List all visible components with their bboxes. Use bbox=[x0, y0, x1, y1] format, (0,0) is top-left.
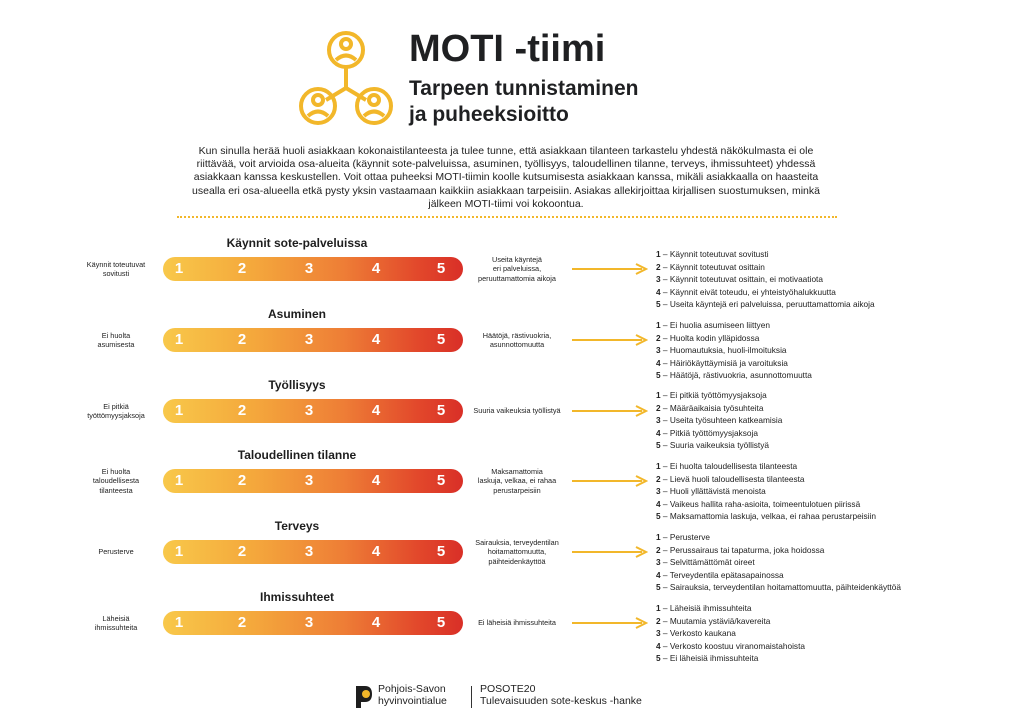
dash-separator: – bbox=[660, 569, 670, 580]
label-line: Sairauksia, terveydentilan bbox=[475, 538, 559, 548]
dash-separator: – bbox=[660, 557, 670, 567]
list-item bbox=[656, 602, 986, 615]
scale-number: 2 bbox=[237, 614, 247, 631]
label-line: eri palveluissa, bbox=[492, 264, 542, 274]
scale-high-label bbox=[462, 538, 572, 566]
level-text: Häiriökäyttäymisiä ja varoituksia bbox=[669, 357, 788, 368]
label-line: päihteidenkäyttöä bbox=[488, 556, 546, 566]
list-item bbox=[656, 556, 986, 569]
scale-number: 4 bbox=[371, 543, 381, 560]
dash-separator: – bbox=[660, 640, 670, 651]
list-item bbox=[656, 261, 986, 274]
scale-number: 2 bbox=[237, 260, 247, 277]
scale-number: 4 bbox=[371, 614, 381, 631]
intro-line: jälkeen MOTI-tiimi voi kokoontua. bbox=[428, 197, 584, 210]
level-number: 1 bbox=[656, 320, 661, 330]
level-description-list bbox=[656, 248, 986, 311]
rating-scale-bar bbox=[163, 611, 463, 635]
label-line: Perusterve bbox=[98, 547, 134, 557]
project-name bbox=[480, 683, 642, 707]
level-text: Verkosto koostuu viranomaistahoista bbox=[669, 640, 805, 651]
scale-number: 3 bbox=[304, 543, 314, 560]
scale-low-label bbox=[72, 331, 160, 350]
level-number: 2 bbox=[656, 615, 661, 626]
level-text: Sairauksia, terveydentilan hoitamattomuutta, päihteidenkäyttöä bbox=[669, 582, 901, 592]
level-number: 1 bbox=[656, 461, 661, 471]
intro-line: asiakkaan kanssa keskustellen. Voit ottaa puheeksi MOTI-tiimin koolle kutsumisesta asiakkaan kanssa, mikäli asiakkaalla on haasteita bbox=[193, 171, 819, 184]
arrow-right-icon bbox=[572, 546, 648, 558]
rating-scale-bar bbox=[163, 328, 463, 352]
label-line: Ei huolta bbox=[101, 330, 131, 340]
list-item bbox=[656, 652, 986, 665]
arrow-right-icon bbox=[572, 617, 648, 629]
dash-separator: – bbox=[660, 427, 670, 438]
list-item bbox=[656, 357, 986, 370]
label-line: Ei läheisiä ihmissuhteita bbox=[478, 618, 556, 628]
level-number: 3 bbox=[656, 628, 661, 638]
org-line: hyvinvointialue bbox=[378, 695, 447, 707]
level-number: 3 bbox=[656, 415, 661, 425]
section-title: Käynnit sote-palveluissa bbox=[226, 236, 368, 250]
level-number: 1 bbox=[656, 390, 661, 400]
intro-paragraph bbox=[150, 145, 862, 211]
arrow-right-icon bbox=[572, 475, 648, 487]
project-line: POSOTE20 bbox=[480, 683, 536, 695]
scale-number: 1 bbox=[174, 260, 184, 277]
level-text: Selvittämättömät oireet bbox=[669, 557, 755, 567]
scale-number: 2 bbox=[237, 331, 247, 348]
organization-logo-icon bbox=[352, 684, 374, 710]
organization-name bbox=[378, 683, 447, 707]
level-number: 5 bbox=[656, 440, 661, 450]
scale-high-label bbox=[462, 255, 572, 283]
level-description-list bbox=[656, 460, 986, 523]
scale-number: 3 bbox=[304, 402, 314, 419]
level-text: Lievä huoli taloudellisesta tilanteesta bbox=[669, 473, 805, 484]
scale-number: 1 bbox=[174, 331, 184, 348]
dotted-divider bbox=[177, 216, 837, 218]
dash-separator: – bbox=[660, 390, 670, 400]
list-item bbox=[656, 414, 986, 427]
dash-separator: – bbox=[660, 357, 670, 368]
level-number: 2 bbox=[656, 332, 661, 343]
level-text: Useita työsuhteen katkeamisia bbox=[669, 415, 783, 425]
rating-scale-bar bbox=[163, 399, 463, 423]
level-number: 4 bbox=[656, 357, 661, 368]
scale-low-label bbox=[72, 614, 160, 633]
label-line: Läheisiä bbox=[102, 613, 130, 623]
arrow-right-icon bbox=[572, 334, 648, 346]
dash-separator: – bbox=[660, 370, 670, 380]
list-item bbox=[656, 640, 986, 653]
scale-number: 1 bbox=[174, 402, 184, 419]
level-text: Muutamia ystäviä/kavereita bbox=[669, 615, 771, 626]
level-text: Ei läheisiä ihmissuhteita bbox=[669, 653, 759, 663]
label-line: Maksamattomia bbox=[491, 467, 543, 477]
label-line: Suuria vaikeuksia työllistyä bbox=[473, 406, 561, 416]
dash-separator: – bbox=[660, 299, 670, 309]
dash-separator: – bbox=[660, 582, 670, 592]
label-line: ihmissuhteita bbox=[94, 623, 138, 632]
list-item bbox=[656, 569, 986, 582]
rating-scale-bar bbox=[163, 540, 463, 564]
dash-separator: – bbox=[660, 498, 670, 509]
level-number: 2 bbox=[656, 402, 661, 413]
label-line: asunnottomuutta bbox=[489, 339, 545, 349]
list-item bbox=[656, 286, 986, 299]
list-item bbox=[656, 485, 986, 498]
scale-number: 2 bbox=[237, 402, 247, 419]
dash-separator: – bbox=[660, 261, 670, 272]
label-line: työttömyysjaksoja bbox=[87, 411, 145, 420]
scale-number: 4 bbox=[371, 331, 381, 348]
label-line: tilanteesta bbox=[99, 485, 133, 495]
level-number: 3 bbox=[656, 486, 661, 496]
list-item bbox=[656, 248, 986, 261]
section-title: Asuminen bbox=[267, 307, 326, 321]
dash-separator: – bbox=[660, 286, 670, 297]
scale-low-label bbox=[72, 547, 160, 557]
scale-low-label bbox=[72, 402, 160, 421]
intro-line: Kun sinulla herää huoli asiakkaan kokonaistilanteesta ja tulee tunne, että asiakkaan tilanteen tarkastelu yhdestä näkökulmasta ei ole bbox=[198, 145, 814, 157]
level-number: 5 bbox=[656, 299, 661, 309]
level-number: 1 bbox=[656, 603, 661, 613]
level-number: 1 bbox=[656, 532, 661, 542]
subtitle-line: Tarpeen tunnistaminen bbox=[409, 77, 639, 100]
footer-divider bbox=[471, 686, 472, 708]
level-number: 4 bbox=[656, 427, 661, 438]
dash-separator: – bbox=[660, 415, 670, 425]
level-number: 4 bbox=[656, 640, 661, 651]
scale-number: 1 bbox=[174, 614, 184, 631]
level-number: 3 bbox=[656, 557, 661, 567]
dash-separator: – bbox=[660, 511, 670, 521]
dash-separator: – bbox=[660, 461, 670, 471]
list-item bbox=[656, 473, 986, 486]
team-people-icon bbox=[296, 30, 396, 130]
dash-separator: – bbox=[660, 332, 670, 343]
dash-separator: – bbox=[660, 274, 670, 284]
scale-number: 4 bbox=[371, 402, 381, 419]
label-line: asumisesta bbox=[97, 340, 135, 349]
list-item bbox=[656, 389, 986, 402]
level-number: 4 bbox=[656, 498, 661, 509]
scale-number: 5 bbox=[436, 543, 446, 560]
arrow-right-icon bbox=[572, 405, 648, 417]
list-item bbox=[656, 460, 986, 473]
level-text: Käynnit eivät toteudu, ei yhteistyöhalukkuutta bbox=[669, 286, 836, 297]
label-line: Häätöjä, rästivuokria, bbox=[482, 330, 552, 340]
level-number: 3 bbox=[656, 274, 661, 284]
level-text: Huolta kodin ylläpidossa bbox=[669, 332, 760, 343]
scale-number: 4 bbox=[371, 260, 381, 277]
subtitle-line: ja puheeksioitto bbox=[409, 103, 569, 126]
dash-separator: – bbox=[660, 653, 670, 663]
list-item bbox=[656, 273, 986, 286]
list-item bbox=[656, 531, 986, 544]
scale-number: 5 bbox=[436, 402, 446, 419]
scale-high-label bbox=[462, 467, 572, 495]
level-text: Häätöjä, rästivuokria, asunnottomuutta bbox=[669, 370, 812, 380]
level-text: Käynnit toteutuvat osittain, ei motivaatiota bbox=[669, 274, 823, 284]
dash-separator: – bbox=[660, 402, 670, 413]
level-text: Perussairaus tai tapaturma, joka hoidossa bbox=[669, 544, 825, 555]
label-line: Käynnit toteutuvat bbox=[86, 259, 146, 269]
level-description-list bbox=[656, 389, 986, 452]
level-number: 5 bbox=[656, 582, 661, 592]
dash-separator: – bbox=[660, 345, 670, 355]
level-text: Ei huolta taloudellisesta tilanteesta bbox=[669, 461, 798, 471]
level-number: 1 bbox=[656, 249, 661, 259]
level-text: Maksamattomia laskuja, velkaa, ei rahaa perustarpeisiin bbox=[669, 511, 876, 521]
dash-separator: – bbox=[660, 628, 670, 638]
page-subtitle bbox=[409, 76, 638, 128]
level-text: Suuria vaikeuksia työllistyä bbox=[669, 440, 770, 450]
list-item bbox=[656, 427, 986, 440]
level-text: Ei pitkiä työttömyysjaksoja bbox=[669, 390, 767, 400]
scale-number: 5 bbox=[436, 472, 446, 489]
section-title: Taloudellinen tilanne bbox=[237, 448, 357, 462]
level-number: 3 bbox=[656, 345, 661, 355]
dash-separator: – bbox=[660, 486, 670, 496]
dash-separator: – bbox=[660, 320, 670, 330]
scale-number: 2 bbox=[237, 543, 247, 560]
level-number: 4 bbox=[656, 286, 661, 297]
dash-separator: – bbox=[660, 615, 670, 626]
label-line: laskuja, velkaa, ei rahaa bbox=[477, 476, 557, 486]
scale-high-label bbox=[462, 406, 572, 415]
list-item bbox=[656, 498, 986, 511]
list-item bbox=[656, 627, 986, 640]
list-item bbox=[656, 344, 986, 357]
list-item bbox=[656, 332, 986, 345]
scale-number: 3 bbox=[304, 472, 314, 489]
section-title: Ihmissuhteet bbox=[259, 590, 334, 604]
level-number: 2 bbox=[656, 261, 661, 272]
list-item bbox=[656, 319, 986, 332]
scale-number: 1 bbox=[174, 543, 184, 560]
dash-separator: – bbox=[660, 473, 670, 484]
level-text: Ei huolia asumiseen liittyen bbox=[669, 320, 770, 330]
label-line: perustarpeisiin bbox=[493, 485, 541, 495]
level-text: Käynnit toteutuvat sovitusti bbox=[669, 249, 769, 259]
intro-line: usealla eri osa-alueella etkä pysty yksin vastaamaan kaikkiin asiakkaan tarpeisiin. Asiakas allekirjoittaa kirjallisen suostumuksen, minkä bbox=[192, 184, 820, 197]
scale-number: 5 bbox=[436, 260, 446, 277]
label-line: Ei pitkiä bbox=[103, 401, 129, 411]
list-item bbox=[656, 544, 986, 557]
level-description-list bbox=[656, 319, 986, 382]
rating-scale-bar bbox=[163, 257, 463, 281]
level-text: Vaikeus hallita raha-asioita, toimeentulotuen piirissä bbox=[669, 498, 861, 509]
label-line: Useita käyntejä bbox=[492, 255, 542, 265]
scale-number: 3 bbox=[304, 614, 314, 631]
level-text: Läheisiä ihmissuhteita bbox=[669, 603, 752, 613]
level-number: 2 bbox=[656, 544, 661, 555]
list-item bbox=[656, 402, 986, 415]
label-line: Ei huolta bbox=[101, 466, 131, 476]
scale-number: 3 bbox=[304, 331, 314, 348]
scale-low-label bbox=[72, 467, 160, 496]
level-text: Käynnit toteutuvat osittain bbox=[669, 261, 765, 272]
scale-number: 5 bbox=[436, 614, 446, 631]
list-item bbox=[656, 615, 986, 628]
scale-number: 5 bbox=[436, 331, 446, 348]
dash-separator: – bbox=[660, 544, 670, 555]
level-number: 5 bbox=[656, 370, 661, 380]
level-description-list bbox=[656, 531, 986, 594]
level-description-list bbox=[656, 602, 986, 665]
arrow-right-icon bbox=[572, 263, 648, 275]
level-number: 5 bbox=[656, 653, 661, 663]
level-text: Määräaikaisia työsuhteita bbox=[669, 402, 764, 413]
project-line: Tulevaisuuden sote-keskus -hanke bbox=[480, 695, 642, 707]
level-text: Huomautuksia, huoli-ilmoituksia bbox=[669, 345, 787, 355]
label-line: taloudellisesta bbox=[92, 476, 140, 486]
intro-line: riittävää, voit arvioida osa-alueita (käynnit sote-palveluissa, asuminen, työllisyys, taloudellinen tilanne, terveys, ihmissuhteet) yhdessä bbox=[196, 158, 816, 171]
scale-high-label bbox=[462, 618, 572, 627]
dash-separator: – bbox=[660, 532, 670, 542]
level-number: 2 bbox=[656, 473, 661, 484]
dash-separator: – bbox=[660, 603, 670, 613]
rating-scale-bar bbox=[163, 469, 463, 493]
scale-high-label bbox=[462, 331, 572, 350]
dash-separator: – bbox=[660, 440, 670, 450]
scale-number: 3 bbox=[304, 260, 314, 277]
scale-low-label bbox=[72, 260, 160, 279]
label-line: hoitamattomuutta, bbox=[487, 547, 547, 557]
level-number: 5 bbox=[656, 511, 661, 521]
org-line: Pohjois-Savon bbox=[378, 683, 446, 695]
scale-number: 4 bbox=[371, 472, 381, 489]
level-text: Pitkiä työttömyysjaksoja bbox=[669, 427, 758, 438]
level-text: Huoli yllättävistä menoista bbox=[669, 486, 766, 496]
scale-number: 1 bbox=[174, 472, 184, 489]
label-line: sovitusti bbox=[102, 269, 130, 278]
level-text: Useita käyntejä eri palveluissa, peruuttamattomia aikoja bbox=[669, 299, 875, 309]
section-title: Työllisyys bbox=[268, 378, 326, 392]
level-number: 4 bbox=[656, 569, 661, 580]
dash-separator: – bbox=[660, 249, 670, 259]
scale-number: 2 bbox=[237, 472, 247, 489]
level-text: Perusterve bbox=[669, 532, 710, 542]
label-line: peruuttamattomia aikoja bbox=[478, 273, 556, 283]
section-title: Terveys bbox=[274, 519, 320, 533]
level-text: Terveydentila epätasapainossa bbox=[669, 569, 784, 580]
level-text: Verkosto kaukana bbox=[669, 628, 736, 638]
page-title: MOTI -tiimi bbox=[409, 28, 606, 70]
